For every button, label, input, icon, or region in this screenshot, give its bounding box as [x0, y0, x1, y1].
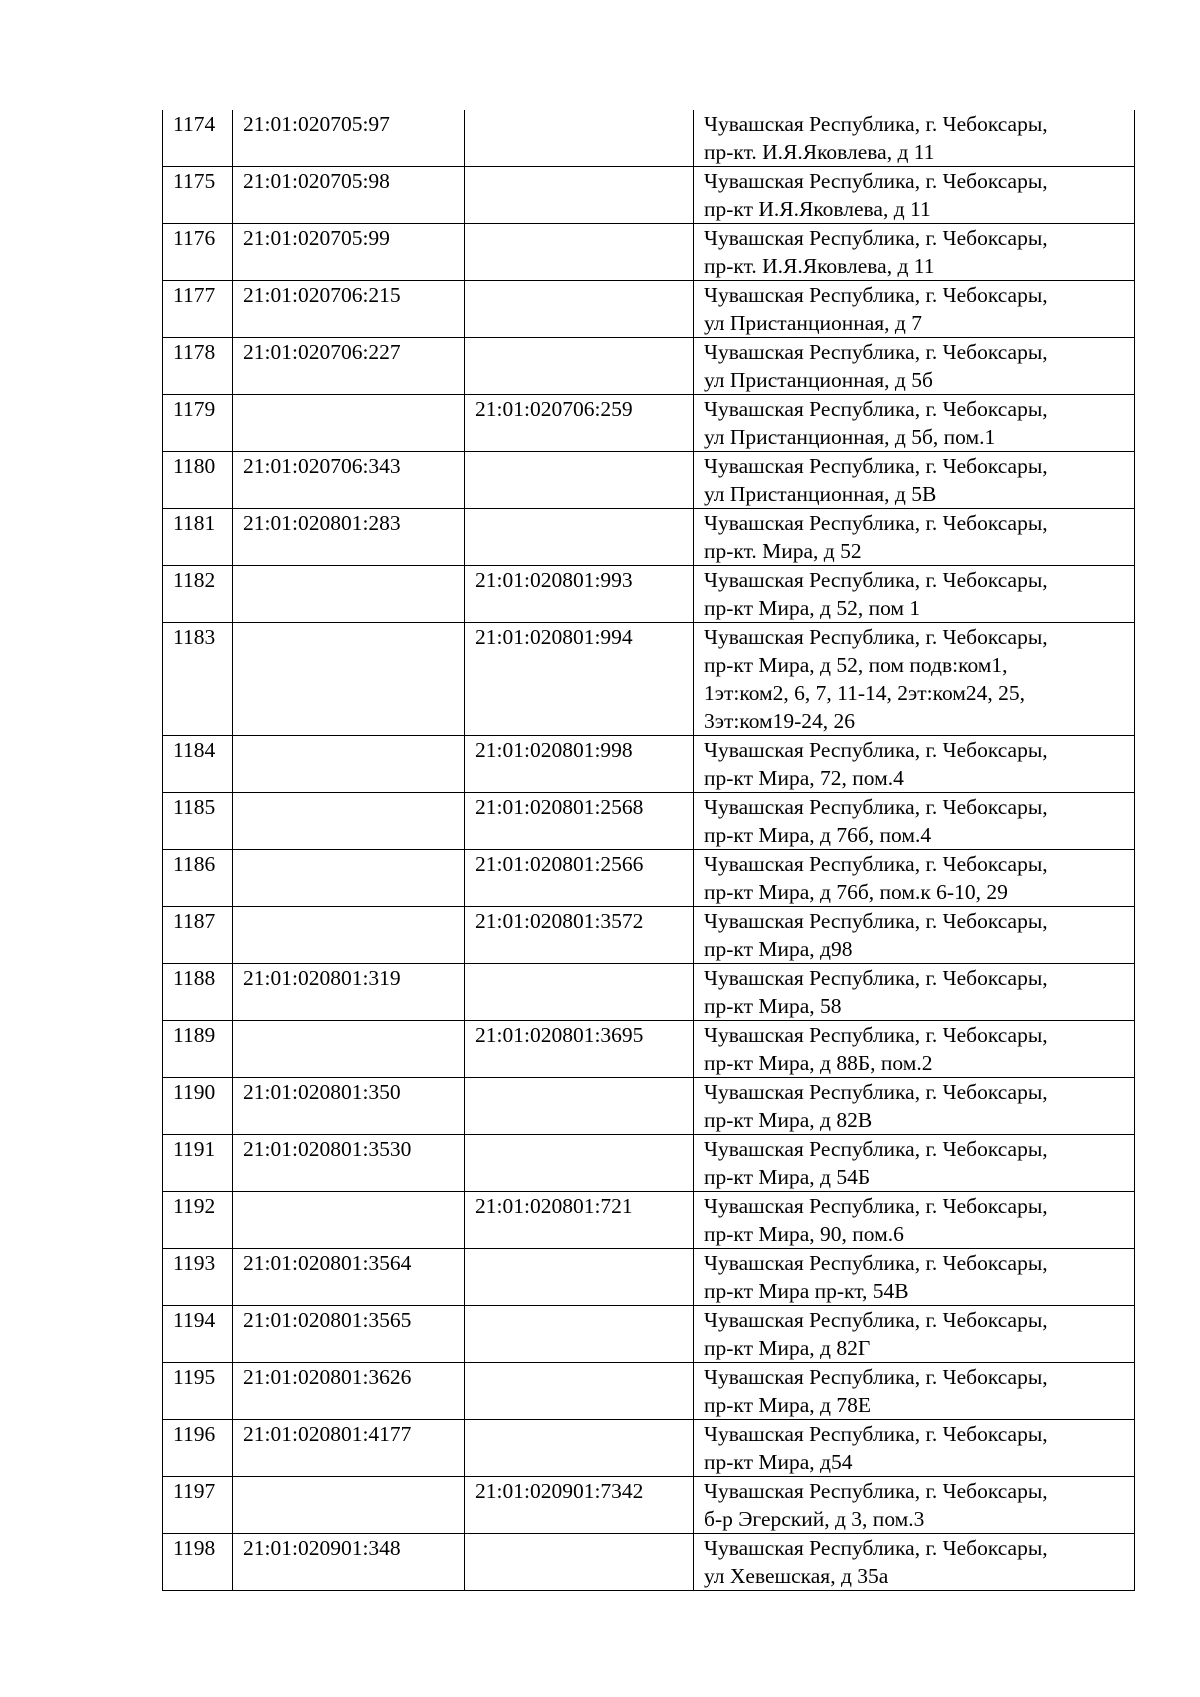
table-row	[163, 1135, 1135, 1192]
address-line: Чувашская Республика, г. Чебоксары,	[704, 738, 1048, 762]
table-row	[163, 566, 1135, 623]
address-cell	[694, 452, 1135, 509]
cadastral-premises-cell	[465, 110, 694, 167]
address-cell	[694, 395, 1135, 452]
address-line: пр-кт И.Я.Яковлева, д 11	[704, 197, 931, 221]
address-cell	[694, 224, 1135, 281]
row-number-cell: 1189	[163, 1021, 233, 1078]
address-line: Чувашская Республика, г. Чебоксары,	[704, 454, 1048, 478]
cadastral-land-cell: 21:01:020706:227	[233, 338, 465, 395]
row-number-cell: 1191	[163, 1135, 233, 1192]
address-cell	[694, 1078, 1135, 1135]
cadastral-premises-cell	[465, 1078, 694, 1135]
table-row	[163, 1363, 1135, 1420]
row-number-cell: 1178	[163, 338, 233, 395]
cadastral-premises-cell	[465, 338, 694, 395]
row-number-cell: 1183	[163, 623, 233, 736]
address-line: пр-кт Мира, д 76б, пом.4	[704, 823, 932, 847]
cadastral-land-cell: 21:01:020801:319	[233, 964, 465, 1021]
cadastral-land-cell	[233, 1192, 465, 1249]
row-number-cell: 1190	[163, 1078, 233, 1135]
address-line: пр-кт Мира, д 52, пом подв:ком1,	[704, 653, 1008, 677]
address-line: Чувашская Республика, г. Чебоксары,	[704, 169, 1048, 193]
row-number-cell: 1187	[163, 907, 233, 964]
address-line: пр-кт Мира, д 52, пом 1	[704, 596, 921, 620]
table-row	[163, 850, 1135, 907]
address-line: Чувашская Республика, г. Чебоксары,	[704, 625, 1048, 649]
address-line: Чувашская Республика, г. Чебоксары,	[704, 1080, 1048, 1104]
address-cell	[694, 1021, 1135, 1078]
address-line: пр-кт Мира, д 78Е	[704, 1393, 871, 1417]
cadastral-land-cell	[233, 395, 465, 452]
address-line: ул Пристанционная, д 7	[704, 311, 922, 335]
cadastral-land-cell	[233, 566, 465, 623]
cadastral-land-cell: 21:01:020705:98	[233, 167, 465, 224]
address-line: Чувашская Республика, г. Чебоксары,	[704, 1422, 1048, 1446]
property-table	[162, 110, 1135, 1591]
cadastral-land-cell: 21:01:020706:215	[233, 281, 465, 338]
address-line: пр-кт Мира, д 76б, пом.к 6-10, 29	[704, 880, 1008, 904]
address-line: пр-кт Мира пр-кт, 54В	[704, 1279, 909, 1303]
address-cell	[694, 850, 1135, 907]
address-cell	[694, 964, 1135, 1021]
address-line: Чувашская Республика, г. Чебоксары,	[704, 1251, 1048, 1275]
cadastral-land-cell: 21:01:020801:4177	[233, 1420, 465, 1477]
table-row	[163, 167, 1135, 224]
cadastral-premises-cell	[465, 281, 694, 338]
cadastral-premises-cell	[465, 964, 694, 1021]
table-row	[163, 1477, 1135, 1534]
row-number-cell: 1182	[163, 566, 233, 623]
table-row	[163, 1249, 1135, 1306]
row-number-cell: 1192	[163, 1192, 233, 1249]
address-line: Чувашская Республика, г. Чебоксары,	[704, 283, 1048, 307]
address-line: Чувашская Республика, г. Чебоксары,	[704, 568, 1048, 592]
address-cell	[694, 167, 1135, 224]
address-line: ул Пристанционная, д 5В	[704, 482, 937, 506]
table-row	[163, 907, 1135, 964]
row-number-cell: 1186	[163, 850, 233, 907]
cadastral-land-cell	[233, 1021, 465, 1078]
address-cell	[694, 623, 1135, 736]
address-line: пр-кт Мира, д 82Г	[704, 1336, 871, 1360]
address-cell	[694, 1363, 1135, 1420]
cadastral-premises-cell: 21:01:020801:998	[465, 736, 694, 793]
cadastral-land-cell: 21:01:020801:3626	[233, 1363, 465, 1420]
table-row	[163, 793, 1135, 850]
table-body	[163, 110, 1135, 1591]
cadastral-premises-cell: 21:01:020801:721	[465, 1192, 694, 1249]
address-line: Чувашская Республика, г. Чебоксары,	[704, 397, 1048, 421]
table-row	[163, 1192, 1135, 1249]
table-row	[163, 623, 1135, 736]
cadastral-premises-cell	[465, 509, 694, 566]
cadastral-land-cell	[233, 736, 465, 793]
address-line: пр-кт Мира, 58	[704, 994, 842, 1018]
address-cell	[694, 509, 1135, 566]
row-number-cell: 1175	[163, 167, 233, 224]
address-line: пр-кт Мира, 90, пом.6	[704, 1222, 904, 1246]
address-line: пр-кт Мира, д98	[704, 937, 853, 961]
address-cell	[694, 1306, 1135, 1363]
cadastral-land-cell: 21:01:020801:3530	[233, 1135, 465, 1192]
address-cell	[694, 793, 1135, 850]
address-cell	[694, 1249, 1135, 1306]
address-cell	[694, 1192, 1135, 1249]
address-line: пр-кт. Мира, д 52	[704, 539, 862, 563]
cadastral-premises-cell	[465, 167, 694, 224]
cadastral-premises-cell	[465, 1249, 694, 1306]
address-line: ул Пристанционная, д 5б	[704, 368, 933, 392]
address-line: пр-кт. И.Я.Яковлева, д 11	[704, 254, 935, 278]
address-cell	[694, 736, 1135, 793]
address-line: пр-кт Мира, д 54Б	[704, 1165, 871, 1189]
cadastral-land-cell: 21:01:020801:3564	[233, 1249, 465, 1306]
address-line: пр-кт Мира, 72, пом.4	[704, 766, 904, 790]
address-line: пр-кт Мира, д 88Б, пом.2	[704, 1051, 933, 1075]
cadastral-premises-cell	[465, 1363, 694, 1420]
address-cell	[694, 907, 1135, 964]
address-cell	[694, 1420, 1135, 1477]
address-cell	[694, 1477, 1135, 1534]
table-row	[163, 338, 1135, 395]
row-number-cell: 1179	[163, 395, 233, 452]
address-line: б-р Эгерский, д 3, пом.3	[704, 1507, 925, 1531]
cadastral-land-cell	[233, 850, 465, 907]
cadastral-premises-cell: 21:01:020801:993	[465, 566, 694, 623]
address-line: Чувашская Республика, г. Чебоксары,	[704, 852, 1048, 876]
cadastral-land-cell: 21:01:020801:283	[233, 509, 465, 566]
table-row	[163, 1306, 1135, 1363]
table-row	[163, 1078, 1135, 1135]
table-row	[163, 736, 1135, 793]
cadastral-land-cell: 21:01:020706:343	[233, 452, 465, 509]
row-number-cell: 1196	[163, 1420, 233, 1477]
cadastral-land-cell: 21:01:020705:97	[233, 110, 465, 167]
address-cell	[694, 110, 1135, 167]
address-line: ул Пристанционная, д 5б, пом.1	[704, 425, 996, 449]
row-number-cell: 1185	[163, 793, 233, 850]
address-cell	[694, 338, 1135, 395]
address-line: Чувашская Республика, г. Чебоксары,	[704, 511, 1048, 535]
cadastral-land-cell: 21:01:020705:99	[233, 224, 465, 281]
table-row	[163, 452, 1135, 509]
cadastral-premises-cell: 21:01:020801:994	[465, 623, 694, 736]
cadastral-land-cell: 21:01:020801:350	[233, 1078, 465, 1135]
address-line: Чувашская Республика, г. Чебоксары,	[704, 1308, 1048, 1332]
address-cell	[694, 566, 1135, 623]
address-cell	[694, 1534, 1135, 1591]
cadastral-land-cell: 21:01:020901:348	[233, 1534, 465, 1591]
cadastral-premises-cell	[465, 452, 694, 509]
cadastral-premises-cell: 21:01:020901:7342	[465, 1477, 694, 1534]
address-line: пр-кт Мира, д54	[704, 1450, 853, 1474]
cadastral-land-cell: 21:01:020801:3565	[233, 1306, 465, 1363]
address-line: Чувашская Республика, г. Чебоксары,	[704, 340, 1048, 364]
address-line: Чувашская Республика, г. Чебоксары,	[704, 1479, 1048, 1503]
cadastral-land-cell	[233, 907, 465, 964]
address-line: пр-кт. И.Я.Яковлева, д 11	[704, 140, 935, 164]
address-line: Чувашская Республика, г. Чебоксары,	[704, 1365, 1048, 1389]
cadastral-land-cell	[233, 793, 465, 850]
row-number-cell: 1180	[163, 452, 233, 509]
address-line: Чувашская Республика, г. Чебоксары,	[704, 966, 1048, 990]
row-number-cell: 1194	[163, 1306, 233, 1363]
address-line: 1эт:ком2, 6, 7, 11-14, 2эт:ком24, 25,	[704, 681, 1026, 705]
row-number-cell: 1193	[163, 1249, 233, 1306]
cadastral-premises-cell	[465, 1306, 694, 1363]
address-line: Чувашская Республика, г. Чебоксары,	[704, 909, 1048, 933]
address-line: Чувашская Республика, г. Чебоксары,	[704, 1137, 1048, 1161]
address-line: ул Хевешская, д 35а	[704, 1564, 889, 1588]
address-cell	[694, 281, 1135, 338]
row-number-cell: 1181	[163, 509, 233, 566]
table-row	[163, 1534, 1135, 1591]
row-number-cell: 1174	[163, 110, 233, 167]
table-row	[163, 509, 1135, 566]
cadastral-premises-cell	[465, 1135, 694, 1192]
table-row	[163, 964, 1135, 1021]
cadastral-premises-cell	[465, 1534, 694, 1591]
row-number-cell: 1198	[163, 1534, 233, 1591]
cadastral-premises-cell: 21:01:020801:2566	[465, 850, 694, 907]
row-number-cell: 1176	[163, 224, 233, 281]
address-line: Чувашская Республика, г. Чебоксары,	[704, 1536, 1048, 1560]
cadastral-premises-cell: 21:01:020801:3695	[465, 1021, 694, 1078]
cadastral-premises-cell	[465, 224, 694, 281]
cadastral-premises-cell: 21:01:020801:3572	[465, 907, 694, 964]
address-line: Чувашская Республика, г. Чебоксары,	[704, 1023, 1048, 1047]
table-row	[163, 224, 1135, 281]
table-row	[163, 1420, 1135, 1477]
cadastral-premises-cell: 21:01:020706:259	[465, 395, 694, 452]
cadastral-premises-cell: 21:01:020801:2568	[465, 793, 694, 850]
row-number-cell: 1197	[163, 1477, 233, 1534]
address-line: пр-кт Мира, д 82В	[704, 1108, 873, 1132]
cadastral-premises-cell	[465, 1420, 694, 1477]
row-number-cell: 1184	[163, 736, 233, 793]
address-line: Чувашская Республика, г. Чебоксары,	[704, 795, 1048, 819]
address-cell	[694, 1135, 1135, 1192]
table-row	[163, 110, 1135, 167]
row-number-cell: 1188	[163, 964, 233, 1021]
table-row	[163, 1021, 1135, 1078]
cadastral-land-cell	[233, 1477, 465, 1534]
address-line: Чувашская Республика, г. Чебоксары,	[704, 226, 1048, 250]
address-line: Чувашская Республика, г. Чебоксары,	[704, 1194, 1048, 1218]
cadastral-land-cell	[233, 623, 465, 736]
address-line: 3эт:ком19-24, 26	[704, 709, 856, 733]
address-line: Чувашская Республика, г. Чебоксары,	[704, 112, 1048, 136]
table-row	[163, 395, 1135, 452]
table-row	[163, 281, 1135, 338]
row-number-cell: 1177	[163, 281, 233, 338]
row-number-cell: 1195	[163, 1363, 233, 1420]
